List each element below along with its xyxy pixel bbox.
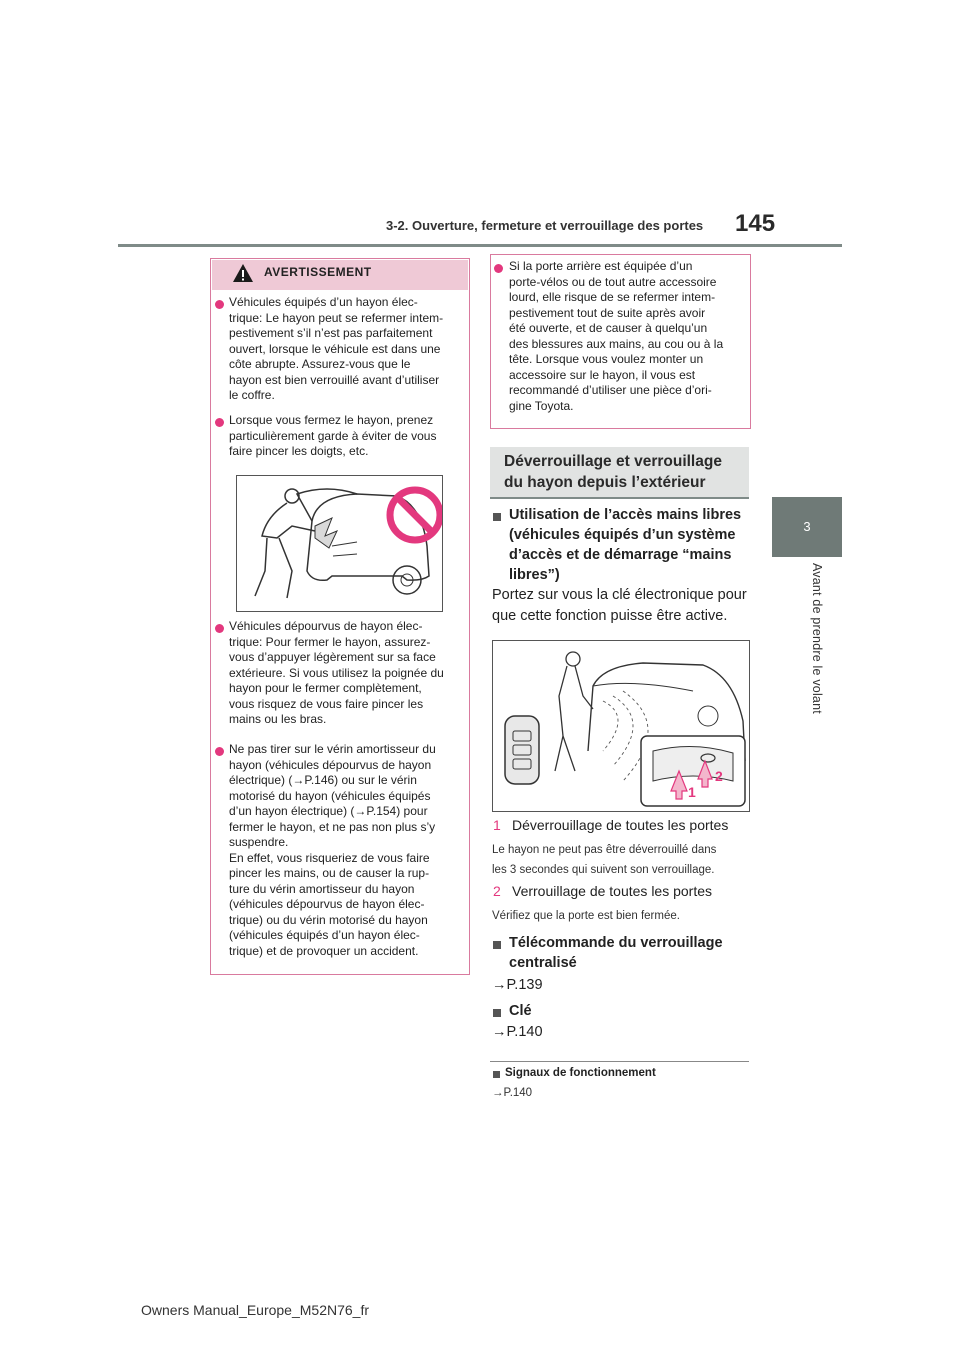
- step-1-number: 1: [493, 817, 501, 833]
- smart-access-body: Portez sur vous la clé électronique pour que cette fonction puisse être active.: [492, 587, 747, 624]
- square-bullet-icon: [493, 1071, 500, 1078]
- header-rule: [118, 244, 842, 247]
- keyless-entry-illustration: [492, 640, 750, 812]
- bullet-icon: [494, 264, 503, 273]
- step-2-note: Vérifiez que la porte est bien fermée.: [492, 910, 680, 922]
- bullet-icon: [215, 418, 224, 427]
- signals-reference-link[interactable]: →P.140: [492, 1087, 533, 1099]
- step-1-label: Déverrouillage de toutes les portes: [512, 817, 729, 833]
- remote-reference-link[interactable]: →P.139: [492, 977, 543, 993]
- section-heading: Déverrouillage et verrouillage du hayon depuis l’extérieur: [504, 453, 722, 491]
- square-bullet-icon: [493, 513, 501, 521]
- callout-1: 1: [688, 784, 696, 800]
- key-heading: Clé: [509, 1003, 532, 1019]
- bullet-icon: [215, 624, 224, 633]
- chapter-label: Avant de prendre le volant: [810, 563, 824, 714]
- signals-heading: Signaux de fonctionnement: [505, 1067, 656, 1079]
- car-rear-keyless-illustration: [493, 641, 749, 811]
- car-tailgate-illustration: [237, 476, 442, 611]
- warning-continuation-text: Si la porte arrière est équipée d’un porte-vélos ou de tout autre accessoire lourd, elle risque de se refermer intem- pestivement tout de suite après avoir été ouverte, et de causer à quelqu’un des blessures aux mains, au cou ou à la tête. Lorsque vous voulez monter un accessoire sur le hayon, il vous est recommandé d’utiliser une pièce d’ori- gine Toyota.: [509, 259, 724, 413]
- callout-2: 2: [715, 768, 723, 784]
- divider: [490, 1061, 749, 1062]
- key-reference-link[interactable]: →P.140: [492, 1024, 543, 1040]
- footer-manual-id: Owners Manual_Europe_M52N76_fr: [141, 1302, 370, 1318]
- remote-heading: Télécommande du verrouillage centralisé: [509, 935, 723, 971]
- warning-triangle-icon: [232, 263, 254, 283]
- warning-bullet-4: Ne pas tirer sur le vérin amortisseur du hayon (véhicules dépourvus de hayon électrique) (→P.146) ou sur le vérin motorisé du hayon (véhicules équipés d’un hayon électrique) (→P.154) pour fermer le hayon, et ne pas non plus s’y suspendre. En effet, vous risqueriez de vous faire pincer les mains, ou de causer la rup- ture du vérin amortisseur du hayon (véhicules dépourvus de hayon élec- trique) ou du vérin motorisé du hayon (véhicules équipés d’un hayon élec- trique) et de provoquer un accident.: [229, 742, 436, 958]
- chapter-number: 3: [803, 519, 811, 534]
- square-bullet-icon: [493, 941, 501, 949]
- smart-access-heading: Utilisation de l’accès mains libres (véhicules équipés d’un système d’accès et de démarrage “mains libres”): [509, 507, 742, 583]
- section-header-title: 3-2. Ouverture, fermeture et verrouillage des portes: [386, 218, 704, 233]
- page-number: 145: [735, 210, 776, 237]
- step-2-number: 2: [493, 883, 501, 899]
- square-bullet-icon: [493, 1009, 501, 1017]
- tailgate-pinch-illustration: [236, 475, 443, 612]
- step-2-label: Verrouillage de toutes les portes: [512, 883, 713, 899]
- step-1-note: Le hayon ne peut pas être déverrouillé dans les 3 secondes qui suivent son verrouillage.: [492, 844, 717, 876]
- bullet-icon: [215, 747, 224, 756]
- warning-bullet-3: Véhicules dépourvus de hayon élec- trique: Pour fermer le hayon, assurez- vous d’appuyer légèrement sur sa face extérieure. Si vous utilisez la poignée du hayon pour le fermer complètement, vous risquez de vous faire pincer les mains ou les bras.: [229, 619, 444, 726]
- chapter-tab: [772, 497, 842, 557]
- warning-title: AVERTISSEMENT: [264, 265, 372, 279]
- warning-bullet-2: Lorsque vous fermez le hayon, prenez particulièrement garde à éviter de vous faire pincer les doigts, etc.: [229, 413, 437, 458]
- warning-bullet-1: Véhicules équipés d’un hayon élec- trique: Le hayon peut se refermer intem- pestivement s’il n’est pas parfaitement ouvert, lorsque le véhicule est dans une côte abrupte. Assurez-vous que le hayon est bien verrouillé avant d’utiliser le coffre.: [229, 295, 444, 402]
- bullet-icon: [215, 300, 224, 309]
